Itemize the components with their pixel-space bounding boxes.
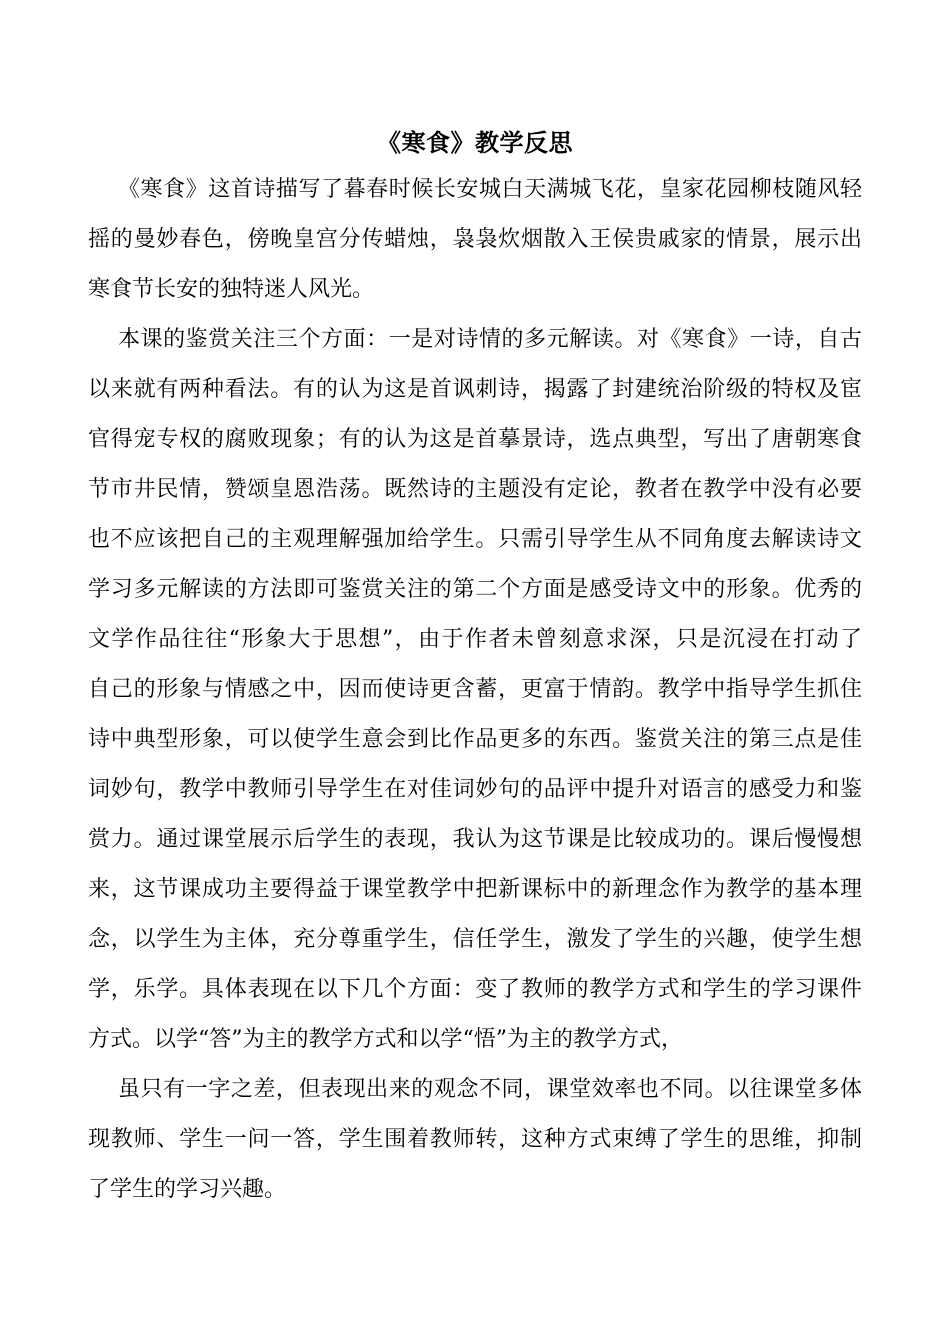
paragraph-line: 寒食节长安的独特迷人风光。 (88, 277, 375, 302)
paragraph-line: 文学作品往往“形象大于思想”，由于作者未曾刻意求深，只是沉浸在打动了 (88, 627, 864, 652)
paragraph-line: 以来就有两种看法。有的认为这是首讽刺诗，揭露了封建统治阶级的特权及宦 (88, 377, 863, 402)
paragraph-line: 节市井民情，赞颂皇恩浩荡。既然诗的主题没有定论，教者在教学中没有必要 (88, 477, 863, 502)
paragraph-1 (88, 165, 862, 315)
paragraph-line: 官得宠专权的腐败现象；有的认为这是首摹景诗，选点典型，写出了唐朝寒食 (88, 427, 863, 452)
paragraph-line: 虽只有一字之差，但表现出来的观念不同，课堂效率也不同。以往课堂多体 (118, 1077, 863, 1102)
paragraph-line: 也不应该把自己的主观理解强加给学生。只需引导学生从不同角度去解读诗文 (88, 527, 863, 552)
paragraph-line: 本课的鉴赏关注三个方面：一是对诗情的多元解读。对《寒食》一诗，自古 (118, 327, 863, 352)
paragraph-line: 方式。以学“答”为主的教学方式和以学“悟”为主的教学方式， (88, 1027, 683, 1052)
page-title: 《寒食》教学反思 (377, 129, 573, 157)
paragraph-line: 诗中典型形象，可以使学生意会到比作品更多的东西。鉴赏关注的第三点是佳 (88, 727, 863, 752)
document-body (88, 165, 862, 1215)
paragraph-line: 来，这节课成功主要得益于课堂教学中把新课标中的新理念作为教学的基本理 (88, 877, 863, 902)
paragraph-line: 词妙句，教学中教师引导学生在对佳词妙句的品评中提升对语言的感受力和鉴 (88, 777, 863, 802)
paragraph-line: 学，乐学。具体表现在以下几个方面：变了教师的教学方式和学生的学习课件 (88, 977, 863, 1002)
paragraph-line: 《寒食》这首诗描写了暮春时候长安城白天满城飞花，皇家花园柳枝随风轻 (118, 177, 863, 202)
paragraph-3 (88, 1065, 862, 1215)
paragraph-line: 念，以学生为主体，充分尊重学生，信任学生，激发了学生的兴趣，使学生想 (88, 927, 863, 952)
paragraph-line: 了学生的学习兴趣。 (88, 1177, 287, 1202)
paragraph-line: 摇的曼妙春色，傍晚皇宫分传蜡烛，袅袅炊烟散入王侯贵戚家的情景，展示出 (88, 227, 863, 252)
paragraph-line: 学习多元解读的方法即可鉴赏关注的第二个方面是感受诗文中的形象。优秀的 (88, 577, 863, 602)
paragraph-2 (88, 315, 862, 1065)
paragraph-line: 现教师、学生一问一答，学生围着教师转，这种方式束缚了学生的思维，抑制 (88, 1127, 863, 1152)
paragraph-line: 自己的形象与情感之中，因而使诗更含蓄，更富于情韵。教学中指导学生抓住 (88, 677, 863, 702)
paragraph-line: 赏力。通过课堂展示后学生的表现，我认为这节课是比较成功的。课后慢慢想 (88, 827, 863, 852)
